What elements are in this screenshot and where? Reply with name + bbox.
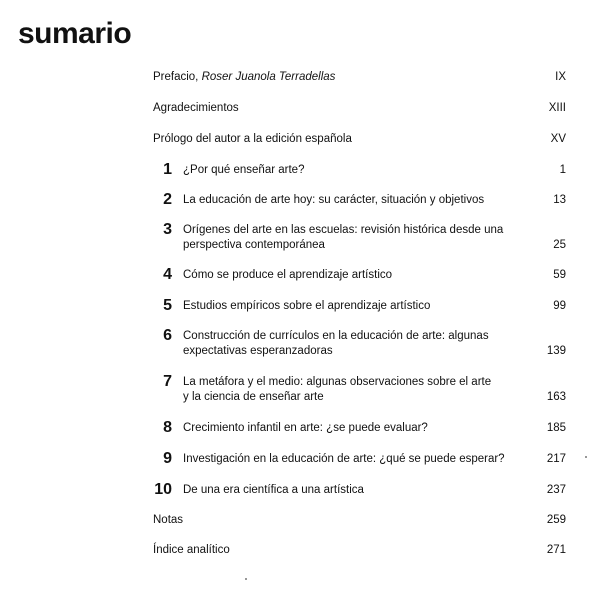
chapter-title: Crecimiento infantil en arte: ¿se puede evaluar?	[183, 422, 428, 434]
chapter-title: ¿Por qué enseñar arte?	[183, 164, 305, 176]
chapter-page: 163	[546, 391, 566, 403]
chapter-page: 13	[553, 194, 566, 206]
chapter-page: 99	[553, 300, 566, 312]
chapter-page: 59	[553, 269, 566, 281]
chapter-title-line-1: Construcción de currículos en la educación de arte: algunas	[183, 330, 489, 342]
chapter-number: 1	[163, 161, 172, 178]
chapter-number: 5	[163, 297, 172, 314]
chapter-number: 6	[163, 327, 172, 344]
toc-entry-label: Agradecimientos	[153, 102, 239, 114]
chapter-title-line-2: perspectiva contemporánea	[183, 239, 325, 251]
chapter-number: 9	[163, 450, 172, 467]
chapter-title-line-2: expectativas esperanzadoras	[183, 345, 333, 357]
chapter-page: 1	[559, 164, 566, 176]
toc-entry-page: XIII	[548, 102, 566, 114]
toc-entry-label: Prefacio, Roser Juanola Terradellas	[153, 71, 336, 83]
toc-entry-page: IX	[555, 71, 566, 83]
scan-speck	[245, 578, 247, 580]
chapter-number: 7	[163, 373, 172, 390]
chapter-page: 217	[546, 453, 566, 465]
toc-entry-label: Notas	[153, 514, 184, 526]
chapter-title-line-1: Orígenes del arte en las escuelas: revisión histórica desde una	[183, 224, 504, 236]
chapter-number: 3	[163, 221, 172, 238]
chapter-number: 8	[163, 419, 172, 436]
page-title: sumario	[18, 17, 132, 50]
chapter-number: 10	[154, 481, 172, 498]
chapter-title-line-2: y la ciencia de enseñar arte	[183, 391, 324, 403]
chapter-title: Cómo se produce el aprendizaje artístico	[183, 269, 393, 281]
chapter-title: De una era científica a una artística	[183, 484, 364, 496]
toc-entry-label: Índice analítico	[153, 544, 230, 556]
chapter-number: 4	[163, 266, 172, 283]
chapter-page: 185	[546, 422, 566, 434]
chapter-title: Estudios empíricos sobre el aprendizaje artístico	[183, 300, 431, 312]
scan-speck	[585, 456, 587, 458]
toc-entry-page: 271	[546, 544, 566, 556]
chapter-page: 139	[546, 345, 566, 357]
toc-entry-label: Prólogo del autor a la edición española	[153, 133, 352, 145]
toc-entry-page: 259	[546, 514, 566, 526]
toc-entry-page: XV	[550, 133, 566, 145]
chapter-title-line-1: La metáfora y el medio: algunas observaciones sobre el arte	[183, 376, 492, 388]
chapter-title: La educación de arte hoy: su carácter, situación y objetivos	[183, 194, 485, 206]
chapter-page: 25	[553, 239, 566, 251]
chapter-page: 237	[546, 484, 566, 496]
chapter-number: 2	[163, 191, 172, 208]
chapter-title: Investigación en la educación de arte: ¿qué se puede esperar?	[183, 453, 505, 465]
toc-entry-author: Roser Juanola Terradellas	[201, 71, 336, 83]
